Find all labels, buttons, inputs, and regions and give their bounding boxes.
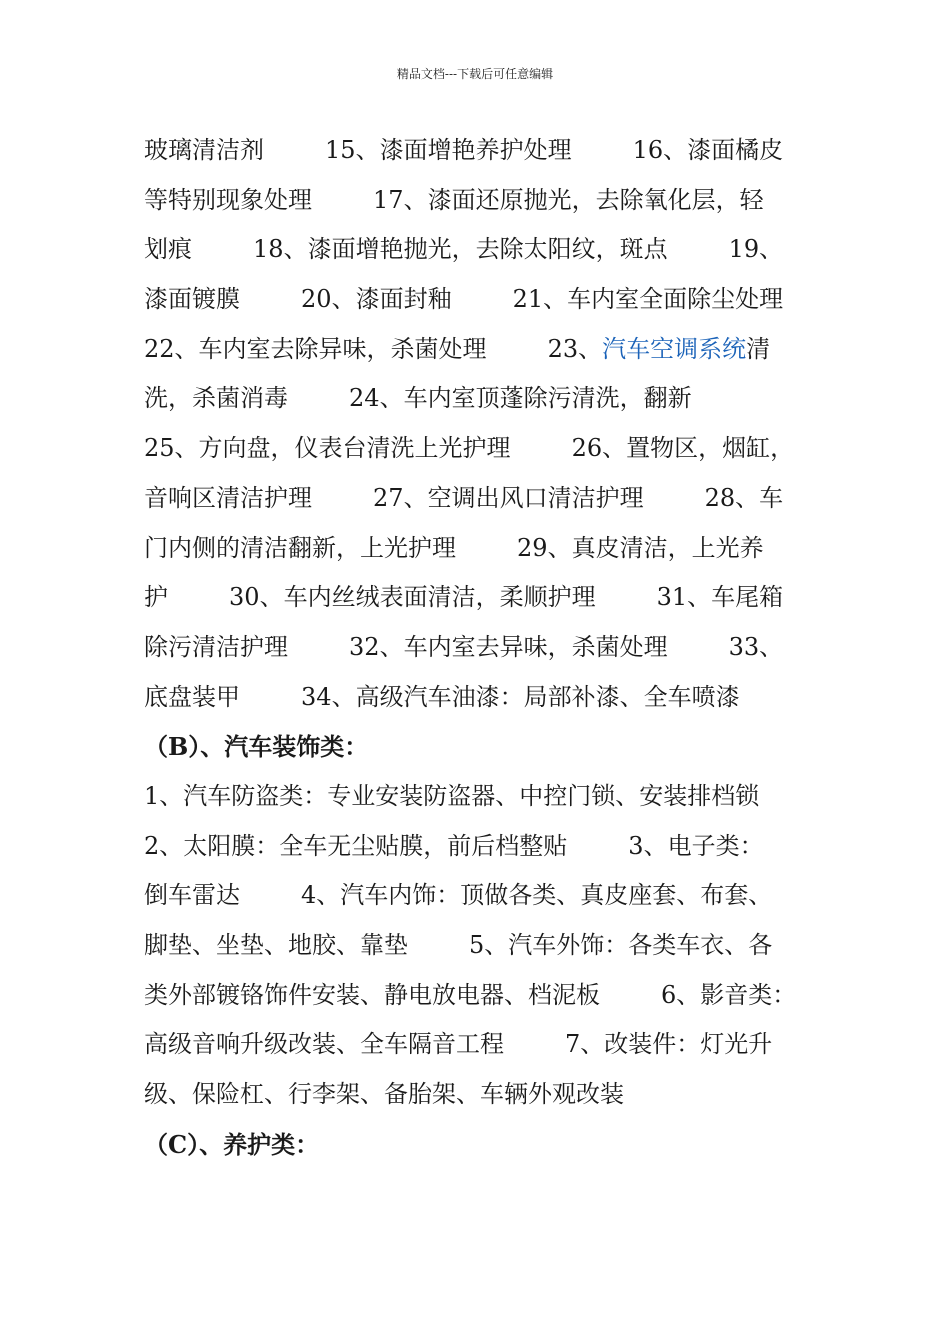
body-line: 音响区清洁护理 27、空调出风口清洁护理 28、车 — [144, 483, 784, 512]
section-heading-c: （C）、养护类： — [144, 1129, 320, 1159]
section-b-line: 高级音响升级改装、全车隔音工程 7、改装件：灯光升 — [144, 1030, 773, 1059]
page-header: 精品文档---下载后可任意编辑 — [396, 67, 554, 81]
body-line: 漆面镀膜 20、漆面封釉 21、车内室全面除尘处理 — [144, 285, 784, 314]
line-text-after-link: 清 — [746, 334, 771, 363]
section-b-line: 倒车雷达 4、汽车内饰：顶做各类、真皮座套、布套、 — [144, 881, 773, 910]
body-line: 护 30、车内丝绒表面清洁，柔顺护理 31、车尾箱 — [144, 583, 784, 612]
document-body — [144, 126, 824, 1169]
body-line: 25、方向盘，仪表台清洗上光护理 26、置物区，烟缸， — [144, 434, 795, 463]
air-conditioning-system-link[interactable]: 汽车空调系统 — [602, 334, 747, 363]
body-line: 划痕 18、漆面增艳抛光，去除太阳纹，斑点 19、 — [144, 235, 784, 264]
section-b-line: 级、保险杠、行李架、备胎架、车辆外观改装 — [144, 1080, 624, 1109]
section-b-line: 2、太阳膜：全车无尘贴膜，前后档整贴 3、电子类： — [144, 831, 764, 860]
body-line: 门内侧的清洁翻新，上光护理 29、真皮清洁，上光养 — [144, 533, 764, 562]
body-line: 洗，杀菌消毒 24、车内室顶蓬除污清洗，翻新 — [144, 384, 692, 413]
section-b-line: 脚垫、坐垫、地胶、靠垫 5、汽车外饰：各类车衣、各 — [144, 931, 773, 959]
section-b-line: 1、汽车防盗类：专业安装防盗器、中控门锁、安装排档锁 — [144, 781, 760, 810]
body-line: 等特别现象处理 17、漆面还原抛光，去除氧化层，轻 — [144, 185, 764, 214]
section-b-line: 类外部镀铬饰件安装、静电放电器、档泥板 6、影音类： — [144, 980, 797, 1009]
body-line: 玻璃清洁剂 15、漆面增艳养护处理 16、漆面橘皮 — [144, 136, 784, 164]
body-line: 底盘装甲 34、高级汽车油漆：局部补漆、全车喷漆 — [144, 682, 740, 711]
line-text-before-link: 22、车内室去除异味，杀菌处理 23、 — [144, 334, 603, 363]
body-line-with-link — [144, 325, 824, 375]
section-heading-b: （B）、汽车装饰类： — [144, 732, 369, 762]
body-line: 除污清洁护理 32、车内室去异味，杀菌处理 33、 — [144, 632, 784, 661]
